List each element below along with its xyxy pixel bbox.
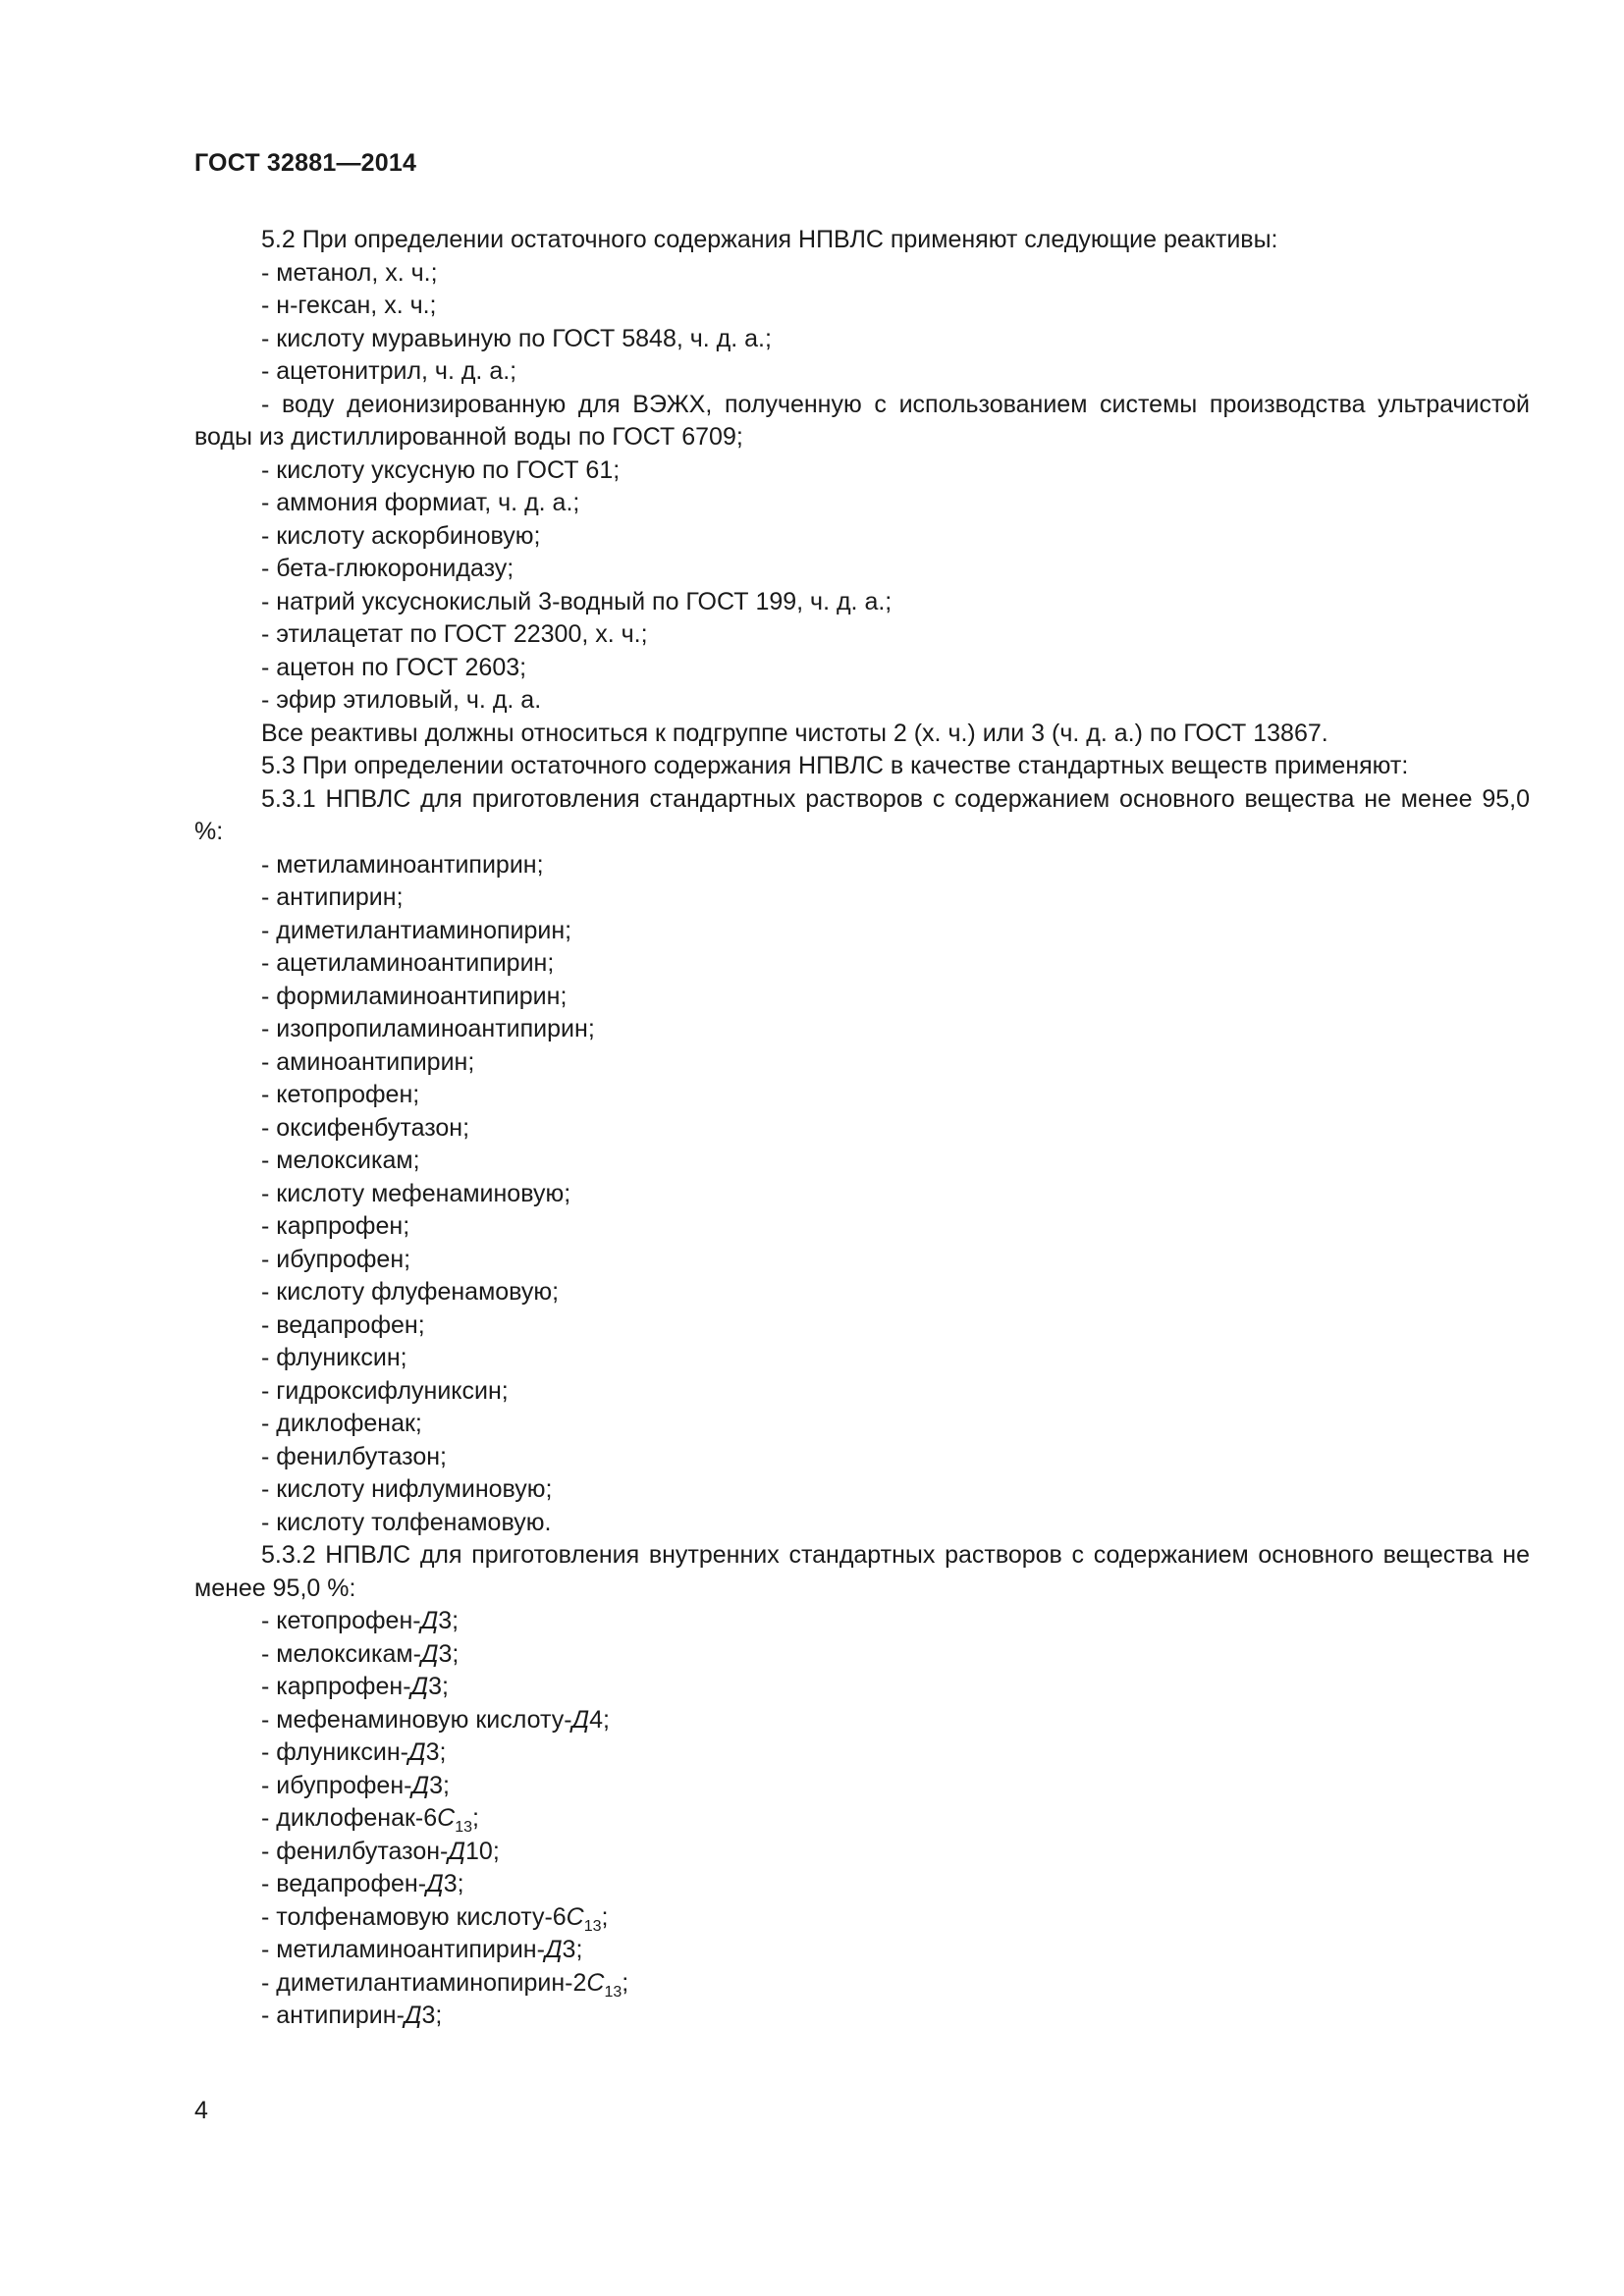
- isotope-subscript: 13: [604, 1983, 623, 2001]
- section-5-3-2-intro: 5.3.2 НПВЛС для приготовления внутренних стандартных растворов с содержанием основного вещества не менее 95,0 %:: [194, 1541, 1530, 1602]
- item-terminator: ;: [442, 1673, 449, 1700]
- item-terminator: ;: [452, 1639, 460, 1668]
- list-item: - кислоту мефенаминовую;: [261, 1179, 571, 1207]
- item-terminator: ;: [452, 1607, 460, 1634]
- list-item: - кислоту аскорбиновую;: [261, 521, 541, 550]
- list-item: - диметилантиаминопирин;: [261, 916, 572, 944]
- list-item: - метанол, х. ч.;: [261, 258, 438, 287]
- list-item: - формиламиноантипирин;: [261, 982, 568, 1010]
- list-item: [194, 1802, 1530, 1836]
- section-5-3-1-intro: 5.3.1 НПВЛС для приготовления стандартных растворов с содержанием основного вещества не менее 95,0 %:: [194, 784, 1530, 845]
- isotope-count: 3: [443, 1870, 458, 1897]
- item-prefix: - метиламиноантипирин-: [261, 1936, 545, 1963]
- isotope-count: 3: [428, 1673, 443, 1700]
- list-item: [194, 1605, 1530, 1638]
- list-item: - гидроксифлуниксин;: [261, 1376, 509, 1405]
- list-item: - эфир этиловый, ч. д. а.: [261, 686, 542, 714]
- list-item: [194, 1901, 1530, 1935]
- list-item: - бета-глюкоронидазу;: [261, 555, 514, 582]
- reagent-purity-note: Все реактивы должны относиться к подгруппе чистоты 2 (х. ч.) или 3 (ч. д. а.) по ГОСТ 13867.: [261, 719, 1328, 747]
- list-item: - ацетонитрил, ч. д. а.;: [261, 357, 517, 385]
- list-item: - ацетон по ГОСТ 2603;: [261, 653, 527, 681]
- list-item: [194, 1736, 1530, 1770]
- isotope-mark: C: [566, 1902, 584, 1931]
- isotope-mark: Д: [404, 2002, 422, 2029]
- list-item: [194, 1934, 1530, 1967]
- isotope-count: 3: [562, 1936, 576, 1963]
- isotope-mark: Д: [420, 1607, 439, 1634]
- list-item: - изопропиламиноантипирин;: [261, 1015, 595, 1042]
- isotope-mark: C: [586, 1968, 605, 1997]
- item-prefix: - фенилбутазон-: [261, 1837, 449, 1865]
- list-item: - н-гексан, х. ч.;: [261, 292, 437, 319]
- item-prefix: - мефенаминовую кислоту-: [261, 1705, 572, 1734]
- list-item: - ибупрофен;: [261, 1245, 411, 1273]
- page-content: [194, 224, 1530, 2033]
- list-item: [194, 1671, 1530, 1704]
- isotope-count: 3: [425, 1738, 440, 1766]
- list-item: [194, 1770, 1530, 1803]
- list-item: [194, 1704, 1530, 1737]
- list-item: - кислоту нифлуминовую;: [261, 1475, 553, 1503]
- isotope-mark: Д: [407, 1738, 426, 1766]
- list-item: - кислоту флуфенамовую;: [261, 1278, 560, 1306]
- list-item: - диклофенак;: [261, 1410, 422, 1437]
- item-terminator: ;: [457, 1870, 464, 1897]
- isotope-count: 4: [589, 1705, 604, 1734]
- internal-standard-list: [194, 1605, 1530, 2033]
- item-terminator: ;: [439, 1738, 447, 1766]
- list-item: [194, 1836, 1530, 1869]
- reagent-list: [194, 257, 1530, 718]
- isotope-count: 3: [421, 2002, 436, 2029]
- list-item: - метиламиноантипирин;: [261, 850, 544, 879]
- isotope-subscript: 13: [455, 1819, 473, 1836]
- list-item: - ацетиламиноантипирин;: [261, 949, 555, 977]
- item-terminator: ;: [472, 1804, 479, 1832]
- list-item: - мелоксикам;: [261, 1147, 420, 1174]
- item-terminator: ;: [575, 1936, 583, 1963]
- item-prefix: - ибупрофен-: [261, 1771, 412, 1799]
- list-item: - натрий уксуснокислый 3-водный по ГОСТ 199, ч. д. а.;: [261, 587, 893, 615]
- page-number: 4: [194, 2097, 208, 2124]
- document-header: ГОСТ 32881—2014: [194, 149, 417, 177]
- list-item: [194, 1868, 1530, 1901]
- isotope-mark: Д: [571, 1705, 590, 1734]
- list-item: [194, 1638, 1530, 1672]
- isotope-count: 3: [438, 1607, 453, 1634]
- list-item: - карпрофен;: [261, 1212, 410, 1240]
- isotope-count: 3: [438, 1639, 453, 1668]
- list-item: [194, 1967, 1530, 2001]
- item-terminator: ;: [435, 2002, 443, 2029]
- section-5-2-intro: 5.2 При определении остаточного содержания НПВЛС применяют следующие реактивы:: [261, 226, 1278, 253]
- list-item: - этилацетат по ГОСТ 22300, х. ч.;: [261, 620, 648, 648]
- list-item: [194, 2000, 1530, 2033]
- item-prefix: - ведапрофен-: [261, 1870, 427, 1897]
- isotope-mark: Д: [426, 1870, 444, 1897]
- section-5-3-intro: 5.3 При определении остаточного содержания НПВЛС в качестве стандартных веществ применяют:: [261, 752, 1409, 779]
- item-prefix: - диклофенак-6: [261, 1804, 438, 1832]
- list-item: - фенилбутазон;: [261, 1442, 448, 1470]
- item-terminator: ;: [622, 1968, 629, 1997]
- standard-substance-list: [194, 849, 1530, 1540]
- item-prefix: - кетопрофен-: [261, 1607, 421, 1634]
- list-item: - аммония формиат, ч. д. а.;: [261, 489, 580, 516]
- isotope-count: 3: [429, 1771, 443, 1799]
- list-item: - кислоту муравьиную по ГОСТ 5848, ч. д. а.;: [261, 324, 772, 352]
- isotope-mark: Д: [411, 1771, 430, 1799]
- item-prefix: - толфенамовую кислоту-6: [261, 1902, 567, 1931]
- list-item: - кислоту толфенамовую.: [261, 1508, 552, 1536]
- isotope-mark: Д: [448, 1837, 465, 1865]
- list-item: - аминоантипирин;: [261, 1047, 475, 1076]
- isotope-subscript: 13: [583, 1917, 602, 1935]
- isotope-count: 10: [465, 1837, 493, 1865]
- list-item: - воду деионизированную для ВЭЖХ, полученную с использованием системы производства ультрачистой воды из дистиллированной воды по ГОСТ 6709;: [194, 390, 1530, 451]
- item-terminator: ;: [442, 1771, 450, 1799]
- item-terminator: ;: [601, 1902, 609, 1931]
- isotope-mark: Д: [420, 1639, 439, 1668]
- item-prefix: - карпрофен-: [261, 1673, 411, 1700]
- list-item: - кетопрофен;: [261, 1081, 420, 1108]
- item-terminator: ;: [603, 1705, 610, 1734]
- isotope-mark: Д: [544, 1936, 563, 1963]
- item-prefix: - антипирин-: [261, 2002, 405, 2029]
- item-terminator: ;: [492, 1837, 500, 1865]
- item-prefix: - диметилантиаминопирин-2: [261, 1968, 587, 1997]
- isotope-mark: Д: [410, 1673, 429, 1700]
- item-prefix: - флуниксин-: [261, 1738, 408, 1766]
- isotope-mark: C: [437, 1804, 456, 1832]
- list-item: - оксифенбутазон;: [261, 1113, 470, 1142]
- list-item: - ведапрофен;: [261, 1310, 425, 1339]
- item-prefix: - мелоксикам-: [261, 1639, 421, 1668]
- list-item: - кислоту уксусную по ГОСТ 61;: [261, 455, 621, 484]
- list-item: - антипирин;: [261, 883, 404, 911]
- list-item: - флуниксин;: [261, 1344, 407, 1371]
